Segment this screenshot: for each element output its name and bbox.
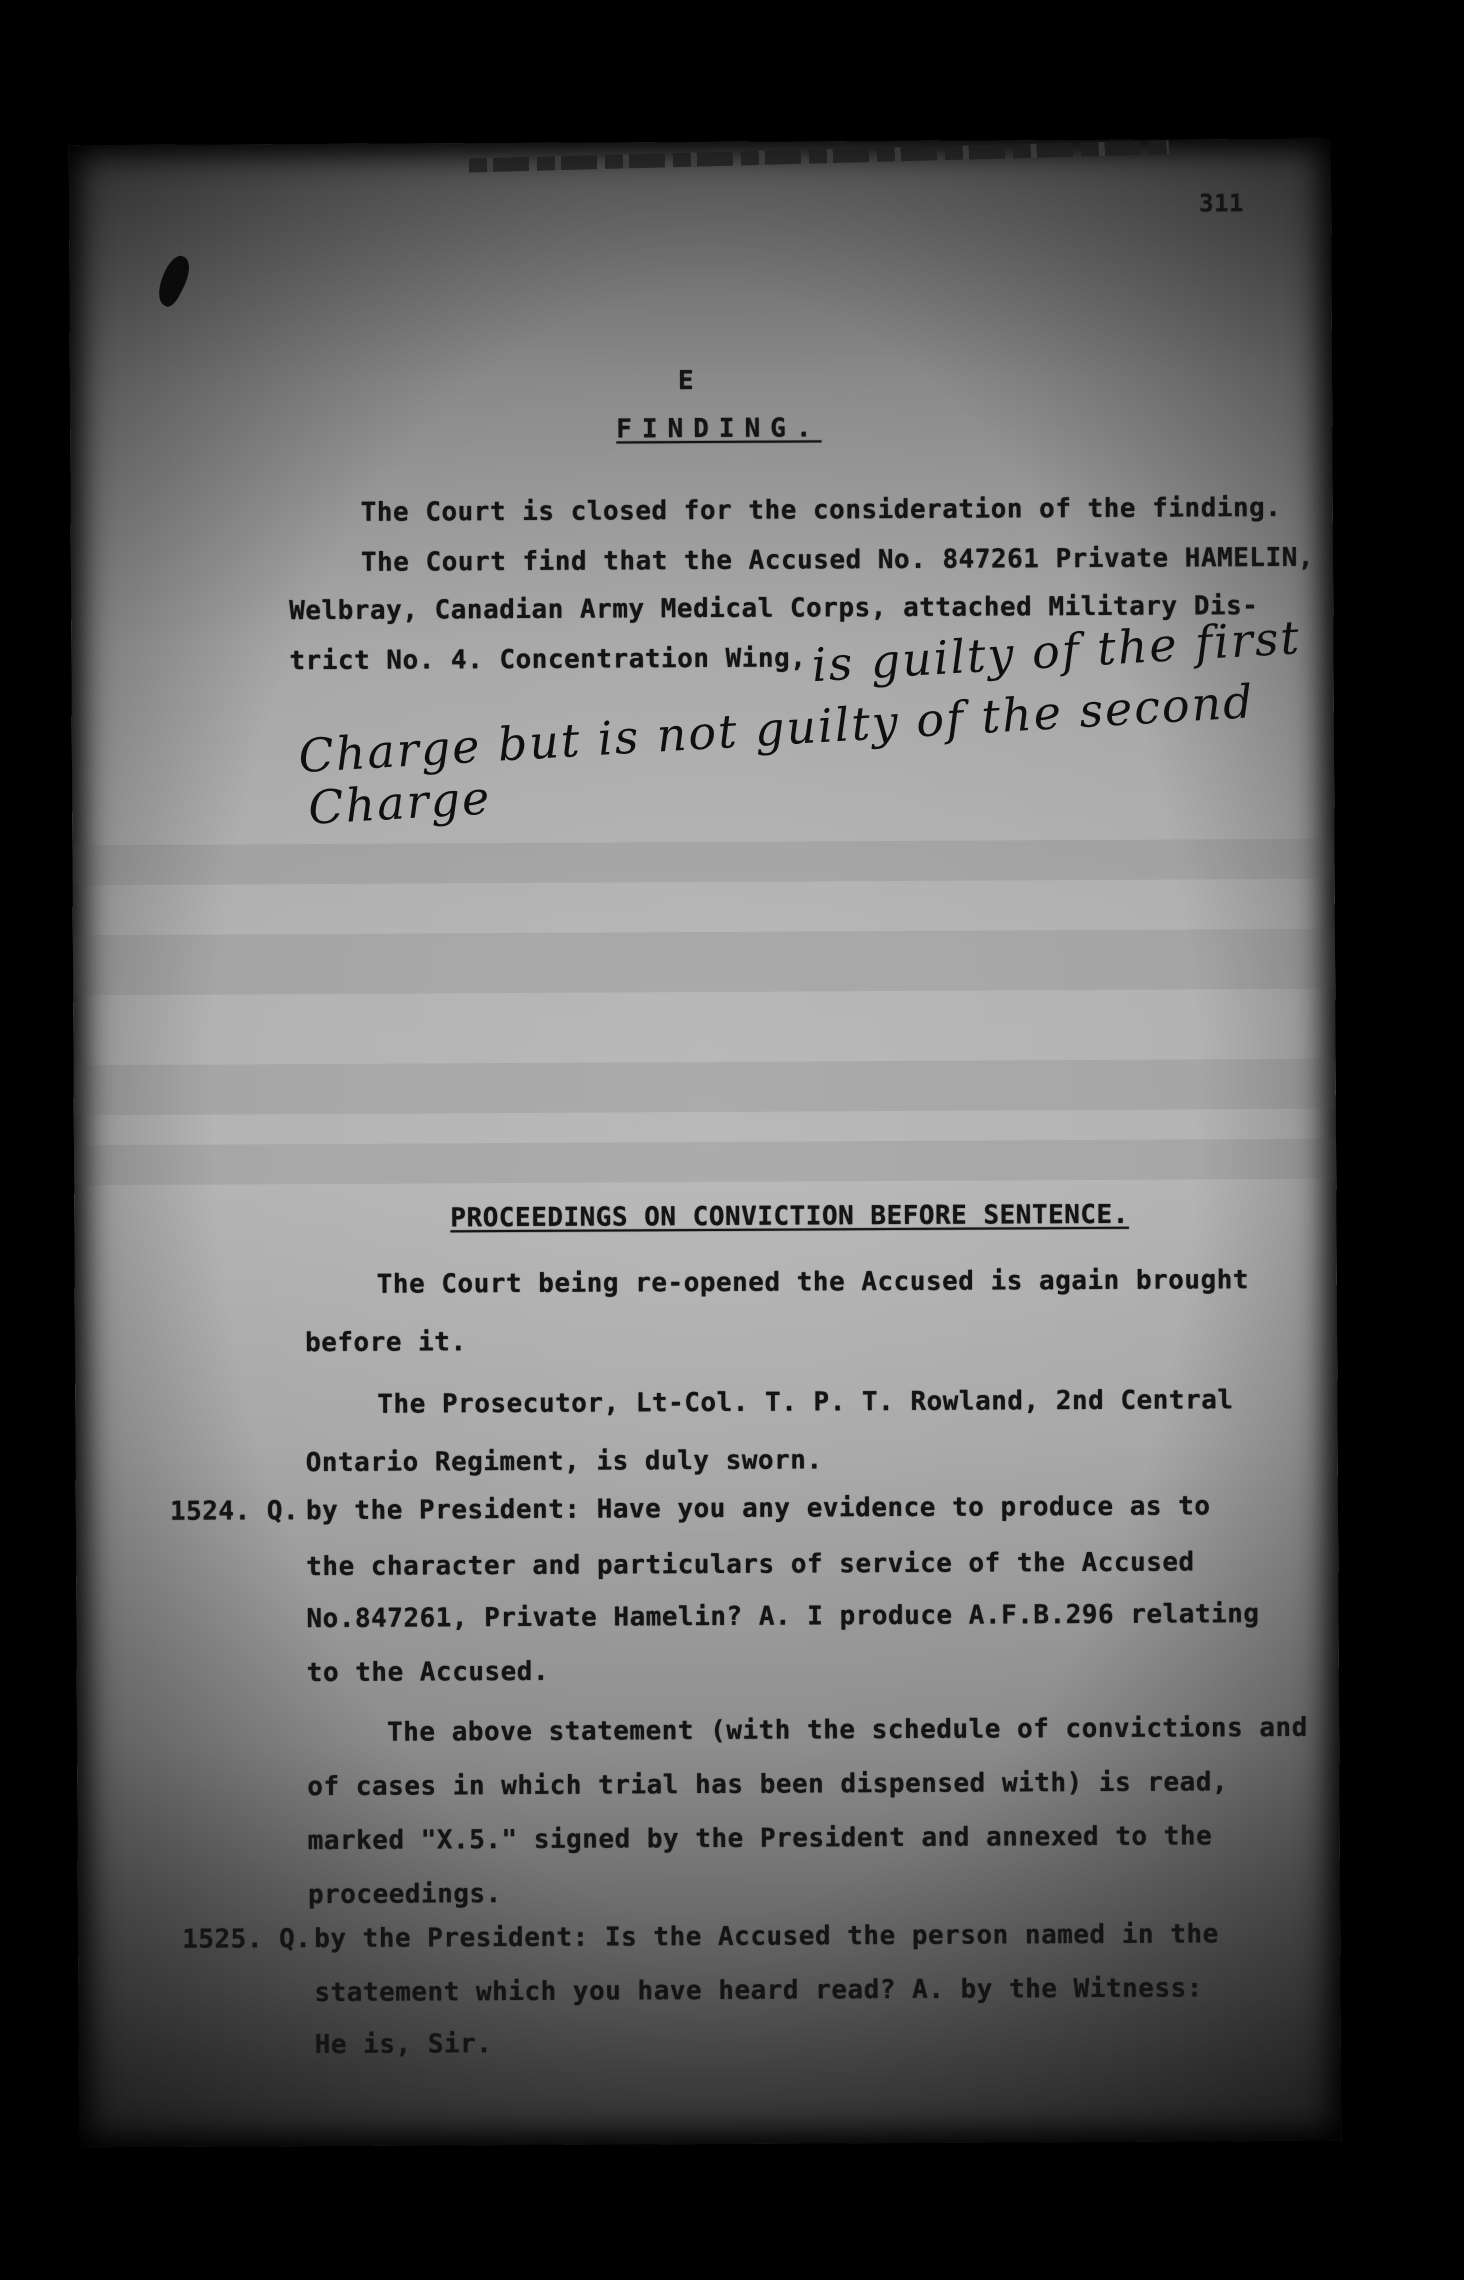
question-line: statement which you have heard read? A. by the Witness: [314,1973,1203,2009]
proceedings-line: The Prosecutor, Lt-Col. T. P. T. Rowland, 2nd Central [377,1385,1234,1420]
question-line: to the Accused. [306,1656,550,1689]
question-line: No.847261, Private Hamelin? A. I produce A.F.B.296 relating [306,1599,1260,1635]
finding-line: The Court is closed for the consideration of the finding. [360,492,1282,528]
proceedings-line: Ontario Regiment, is duly sworn. [305,1445,823,1479]
proceedings-line: The Court being re-opened the Accused is again brought [376,1265,1250,1300]
statement-line: The above statement (with the schedule of convictions and [387,1712,1308,1748]
question-line: the character and particulars of service of the Accused [306,1547,1195,1583]
finding-line: The Court find that the Accused No. 847261 Private HAMELIN, [360,542,1315,578]
bleed-through-band [73,929,1335,996]
proceedings-line: before it. [304,1327,467,1359]
finding-line: trict No. 4. Concentration Wing, [289,643,807,677]
handwritten-verdict: Charge but is not guilty of the second [297,674,1256,784]
bleed-through-band [74,1139,1336,1186]
faint-header-stamp [469,140,1169,172]
page-number: 311 [1199,189,1245,218]
proceedings-heading: PROCEEDINGS ON CONVICTION BEFORE SENTENCE. [450,1199,1129,1234]
handwritten-verdict: Charge [306,770,493,835]
statement-line: marked "X.5." signed by the President and annexed to the [307,1821,1213,1857]
finding-line: Welbray, Canadian Army Medical Corps, attached Military Dis- [289,591,1259,627]
bleed-through-band [74,1059,1336,1116]
statement-line: of cases in which trial has been dispensed with) is read, [307,1767,1229,1803]
statement-line: proceedings. [307,1879,502,1911]
finding-heading: FINDING. [616,413,822,445]
question-number: 1524. Q. [169,1496,300,1527]
bleed-through-band [72,839,1334,886]
handwritten-verdict: is guilty of the first [810,610,1303,693]
ink-mark [151,252,196,309]
document-page [69,139,1341,2148]
question-number: 1525. Q. [182,1924,312,1955]
question-line: He is, Sir. [314,2029,493,2061]
question-line: by the President: Have you any evidence to produce as to [305,1491,1211,1527]
question-line: by the President: Is the Accused the person named in the [314,1919,1219,1955]
section-letter: E [677,366,695,397]
